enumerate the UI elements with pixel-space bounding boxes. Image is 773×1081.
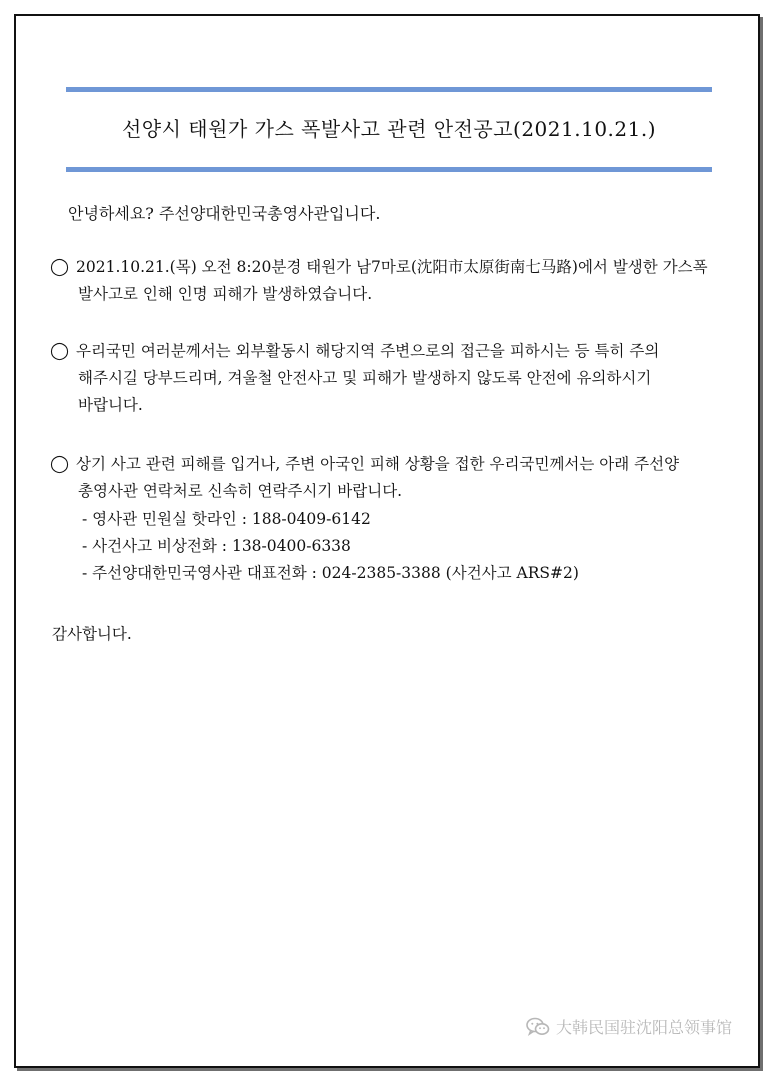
- wechat-icon: [526, 1017, 550, 1037]
- watermark-text: 大韩民国驻沈阳总领事馆: [555, 1018, 732, 1037]
- title-bottom-rule: [66, 167, 712, 172]
- circle-bullet-icon: ◯: [50, 454, 70, 474]
- watermark: [526, 1015, 732, 1038]
- notice-item-incident: [50, 254, 730, 308]
- document-frame: [14, 14, 760, 1068]
- notice-item-safety: [50, 338, 730, 419]
- notice-item-contact: [50, 451, 730, 505]
- notice-line: 해주시길 당부드리며, 겨울철 안전사고 및 피해가 발생하지 않도록 안전에 유의하시기: [78, 369, 652, 387]
- notice-line: 우리국민 여러분께서는 외부활동시 해당지역 주변으로의 접근을 피하시는 등 특히 주의: [76, 342, 660, 360]
- notice-title: 선양시 태원가 가스 폭발사고 관련 안전공고(2021.10.21.): [121, 117, 657, 141]
- contact-emergency: - 사건사고 비상전화 : 138-0400-6338: [82, 537, 351, 555]
- closing-text: 감사합니다.: [52, 625, 132, 643]
- notice-line: 상기 사고 관련 피해를 입거나, 주변 아국인 피해 상황을 접한 우리국민께서는 아래 주선양: [76, 455, 680, 473]
- circle-bullet-icon: ◯: [50, 341, 70, 361]
- notice-line: 발사고로 인해 인명 피해가 발생하였습니다.: [78, 285, 373, 303]
- greeting-text: 안녕하세요? 주선양대한민국총영사관입니다.: [68, 204, 381, 223]
- circle-bullet-icon: ◯: [50, 257, 70, 277]
- contact-main-phone: - 주선양대한민국영사관 대표전화 : 024-2385-3388 (사건사고 ARS#2): [82, 564, 579, 582]
- notice-line: 총영사관 연락처로 신속히 연락주시기 바랍니다.: [78, 482, 403, 500]
- contact-hotline: - 영사관 민원실 핫라인 : 188-0409-6142: [82, 510, 371, 528]
- contact-list: [82, 506, 579, 587]
- title-top-rule: [66, 87, 712, 92]
- notice-line: 2021.10.21.(목) 오전 8:20분경 태원가 남7마로(沈阳市太原街南七马路)에서 발생한 가스폭: [76, 258, 708, 276]
- notice-line: 바랍니다.: [78, 396, 143, 414]
